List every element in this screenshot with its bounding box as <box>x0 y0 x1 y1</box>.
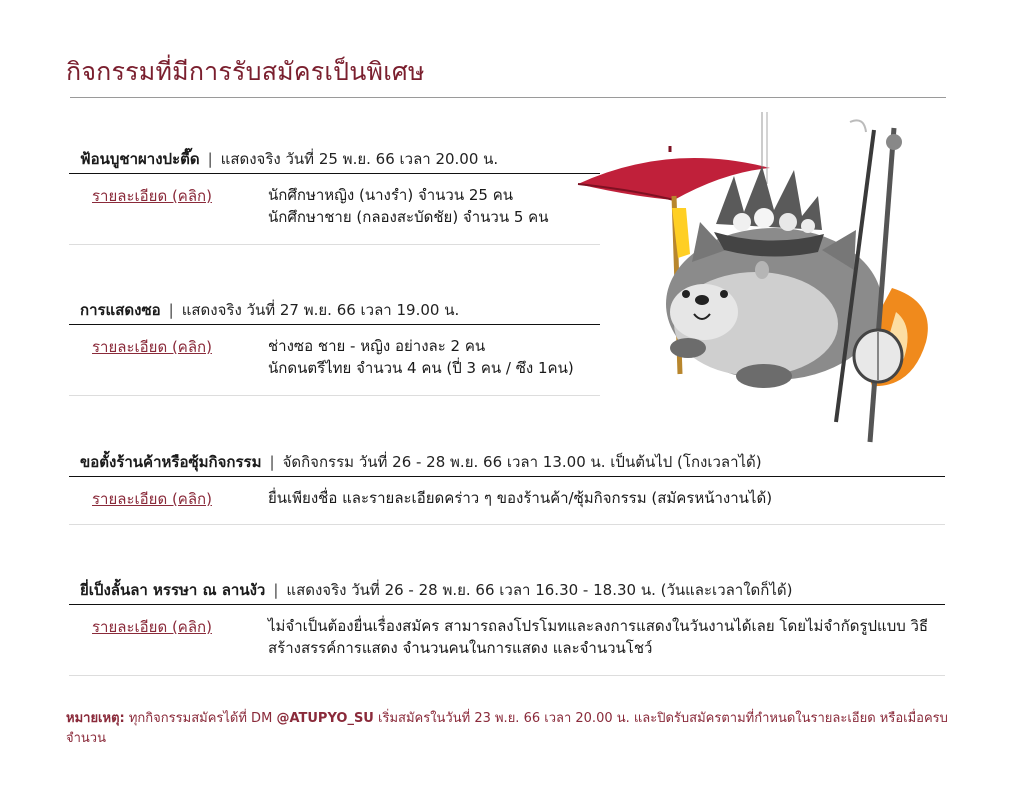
section-name: การแสดงซอ <box>80 301 161 319</box>
details-link[interactable]: รายละเอียด (คลิก) <box>92 338 212 356</box>
title-divider <box>70 97 946 98</box>
section-separator: | <box>207 150 213 168</box>
section-body <box>69 477 945 511</box>
activity-section-shop <box>69 450 945 526</box>
details-link[interactable]: รายละเอียด (คลิก) <box>92 618 212 636</box>
section-header <box>69 147 600 173</box>
details-link[interactable]: รายละเอียด (คลิก) <box>92 187 212 205</box>
section-separator: | <box>273 581 279 599</box>
section-schedule: แสดงจริง วันที่ 25 พ.ย. 66 เวลา 20.00 น. <box>220 150 499 168</box>
section-description <box>268 335 574 379</box>
section-body <box>69 174 600 228</box>
section-bottom-rule <box>69 244 600 245</box>
section-bottom-rule <box>69 395 600 396</box>
section-header <box>69 578 945 604</box>
section-name: ยี่เป็งลั้นลา หรรษา ณ ลานงัว <box>80 581 266 599</box>
mascot-illustration <box>574 112 934 448</box>
floral-crown-icon <box>714 166 824 257</box>
section-description <box>268 487 772 511</box>
details-link[interactable]: รายละเอียด (คลิก) <box>92 490 212 508</box>
description-line: ยื่นเพียงชื่อ และรายละเอียดคร่าว ๆ ของร้านค้า/ซุ้มกิจกรรม (สมัครหน้างานได้) <box>268 489 773 507</box>
activity-section-fon <box>69 147 600 245</box>
footnote-label: หมายเหตุ: <box>66 711 125 726</box>
description-line: สร้างสรรค์การแสดง จำนวนคนในการแสดง และจำนวนโชว์ <box>268 639 653 657</box>
section-name: ขอตั้งร้านค้าหรือซุ้มกิจกรรม <box>80 453 262 471</box>
section-bottom-rule <box>69 675 945 676</box>
description-line: ช่างซอ ชาย - หญิง อย่างละ 2 คน <box>268 337 486 355</box>
footnote-text-continued: เริ่มสมัครในวันที่ 23 พ.ย. 66 เวลา 20.00 น. และปิดรับสมัครตามที่กำหนดในรายละเอียด หรือเมื่อครบจำนวน <box>66 711 948 746</box>
activity-section-so <box>69 298 600 396</box>
section-description <box>268 184 548 228</box>
section-schedule: แสดงจริง วันที่ 27 พ.ย. 66 เวลา 19.00 น. <box>181 301 460 319</box>
activity-section-yipeng <box>69 578 945 678</box>
section-separator: | <box>168 301 174 319</box>
section-name: ฟ้อนบูชาผางปะตี๊ด <box>80 150 200 168</box>
description-line: นักดนตรีไทย จำนวน 4 คน (ปี่ 3 คน / ซึง 1คน) <box>268 359 574 377</box>
section-body <box>69 325 600 379</box>
section-body <box>69 605 945 659</box>
section-schedule: แสดงจริง วันที่ 26 - 28 พ.ย. 66 เวลา 16.30 - 18.30 น. (วันและเวลาใดก็ได้) <box>286 581 793 599</box>
description-line: นักศึกษาชาย (กลองสะบัดชัย) จำนวน 5 คน <box>268 208 549 226</box>
section-bottom-rule <box>69 524 945 525</box>
footnote <box>66 709 956 749</box>
footnote-handle: @ATUPYO_SU <box>276 711 374 726</box>
description-line: ไม่จำเป็นต้องยื่นเรื่องสมัคร สามารถลงโปรโมทและลงการแสดงในวันงานได้เลย โดยไม่จำกัดรูปแบบ วิธี <box>268 617 929 635</box>
section-description <box>268 615 928 659</box>
section-separator: | <box>269 453 275 471</box>
section-header <box>69 298 600 324</box>
description-line: นักศึกษาหญิง (นางรำ) จำนวน 25 คน <box>268 186 514 204</box>
mascot-illustration-graphic <box>574 112 934 448</box>
page-title: กิจกรรมที่มีการรับสมัครเป็นพิเศษ <box>66 57 425 86</box>
footnote-text: ทุกกิจกรรมสมัครได้ที่ DM <box>128 711 273 726</box>
section-schedule: จัดกิจกรรม วันที่ 26 - 28 พ.ย. 66 เวลา 13.00 น. เป็นต้นไป (โกงเวลาได้) <box>282 453 762 471</box>
section-header <box>69 450 945 476</box>
